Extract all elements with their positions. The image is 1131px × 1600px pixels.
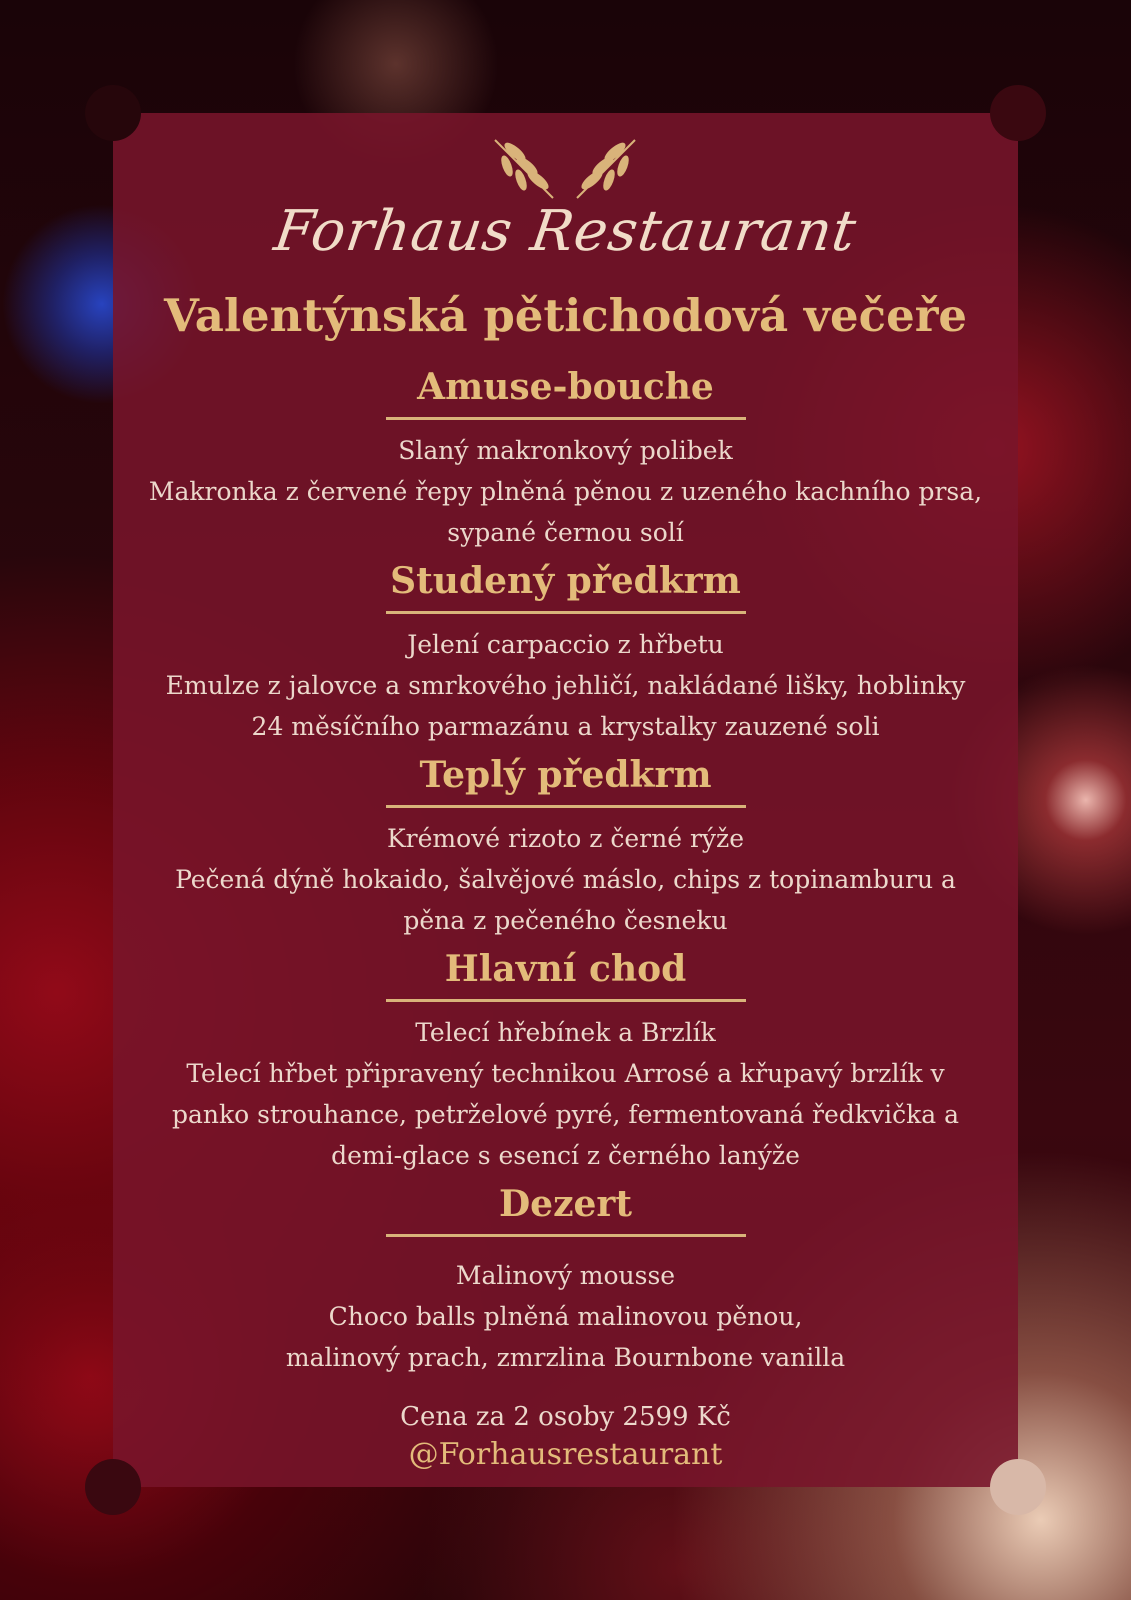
corner-notch <box>990 85 1046 141</box>
dish-name: Krémové rizoto z černé rýže <box>386 824 744 853</box>
laurel-icon <box>475 130 655 202</box>
dish-name: Telecí hřebínek a Brzlík <box>415 1018 716 1047</box>
course-section <box>113 753 1018 941</box>
dish-description: Pečená dýně hokaido, šalvějové máslo, chips z topinamburu a <box>175 865 956 894</box>
course-title: Amuse-bouche <box>417 366 714 408</box>
dish-description: malinový prach, zmrzlina Bournbone vanilla <box>285 1343 846 1372</box>
divider <box>386 611 746 614</box>
course-title: Dezert <box>498 1183 633 1225</box>
dish-description: pěna z pečeného česneku <box>403 906 728 935</box>
dish-name: Slaný makronkový polibek <box>398 436 733 465</box>
price-text: Cena za 2 osoby 2599 Kč <box>400 1402 731 1432</box>
course-section <box>113 365 1018 553</box>
course-section <box>113 559 1018 747</box>
dish-description: Emulze z jalovce a smrkového jehličí, nakládané lišky, hoblinky <box>165 671 966 700</box>
menu-card <box>113 113 1018 1487</box>
restaurant-logo: Forhaus Restaurant <box>270 199 861 264</box>
divider <box>386 999 746 1002</box>
dish-description: Makronka z červené řepy plněná pěnou z uzeného kachního prsa, <box>148 477 983 506</box>
dish-description: Choco balls plněná malinovou pěnou, <box>328 1302 803 1331</box>
menu-footer <box>113 1398 1018 1474</box>
menu-title: Valentýnská pětichodová večeře <box>163 289 968 342</box>
course-title: Hlavní chod <box>444 948 687 990</box>
divider <box>386 417 746 420</box>
dish-name: Jelení carpaccio z hřbetu <box>407 630 724 659</box>
divider <box>386 805 746 808</box>
social-handle: @Forhausrestaurant <box>408 1437 723 1472</box>
course-title: Teplý předkrm <box>419 754 712 796</box>
dish-description: sypané černou solí <box>447 518 684 547</box>
course-title: Studený předkrm <box>390 560 741 602</box>
dish-description: 24 měsíčního parmazánu a krystalky zauzené soli <box>251 712 880 741</box>
corner-notch <box>85 85 141 141</box>
dish-description: demi-glace s esencí z černého lanýže <box>331 1141 800 1170</box>
divider <box>386 1234 746 1237</box>
course-section <box>113 1182 1018 1378</box>
dish-name: Malinový mousse <box>455 1261 676 1290</box>
dish-description: panko strouhance, petrželové pyré, fermentovaná ředkvička a <box>172 1100 959 1129</box>
dish-description: Telecí hřbet připravený technikou Arrosé a křupavý brzlík v <box>186 1059 945 1088</box>
course-section <box>113 947 1018 1176</box>
